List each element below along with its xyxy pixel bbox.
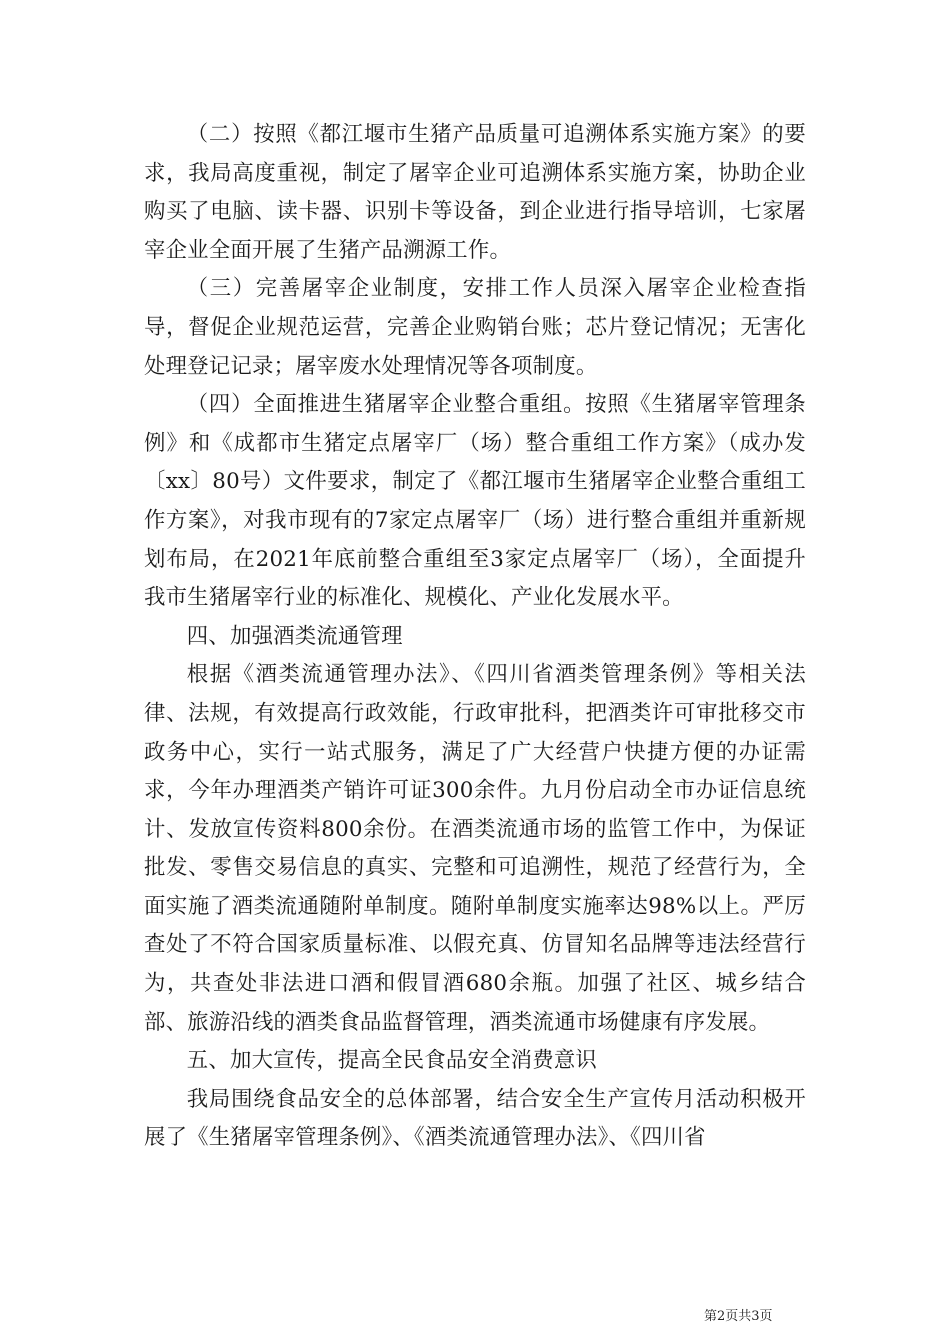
page-number: 第2页共3页 [704, 1309, 773, 1324]
section-heading-publicity: 五、加大宣传，提高全民食品安全消费意识 [186, 1048, 598, 1074]
paragraph-traceability: （二）按照《都江堰市生猪产品质量可追溯体系实施方案》的要求，我局高度重视，制定了屠宰企业可追溯体系实施方案，协助企业购买了电脑、读卡器、识别卡等设备，到企业进行指导培训，七家屠宰企业全面开展了生猪产品溯源工作。 [144, 122, 806, 263]
paragraph-publicity: 我局围绕食品安全的总体部署，结合安全生产宣传月活动积极开展了《生猪屠宰管理条例》、《酒类流通管理办法》、《四川省 [144, 1086, 806, 1151]
paragraph-restructuring: （四）全面推进生猪屠宰企业整合重组。按照《生猪屠宰管理条例》和《成都市生猪定点屠宰厂（场）整合重组工作方案》（成办发〔xx〕80号）文件要求，制定了《都江堰市生猪屠宰企业整合重组工作方案》，对我市现有的7家定点屠宰厂（场）进行整合重组并重新规划布局，在2021年底前整合重组至3家定点屠宰厂（场），全面提升我市生猪屠宰行业的标准化、规模化、产业化发展水平。 [144, 392, 806, 611]
paragraph-slaughter-system: （三）完善屠宰企业制度，安排工作人员深入屠宰企业检查指导，督促企业规范运营，完善企业购销台账；芯片登记情况；无害化处理登记记录；屠宰废水处理情况等各项制度。 [144, 276, 806, 379]
document-body [144, 116, 806, 1158]
paragraph-liquor-management: 根据《酒类流通管理办法》、《四川省酒类管理条例》等相关法律、法规，有效提高行政效能，行政审批科，把酒类许可审批移交市政务中心，实行一站式服务，满足了广大经营户快捷方便的办证需求，今年办理酒类产销许可证300余件。九月份启动全市办证信息统计、发放宣传资料800余份。在酒类流通市场的监管工作中，为保证批发、零售交易信息的真实、完整和可追溯性，规范了经营行为，全面实施了酒类流通随附单制度。随附单制度实施率达98%以上。严厉查处了不符合国家质量标准、以假充真、仿冒知名品牌等违法经营行为，共查处非法进口酒和假冒酒680余瓶。加强了社区、城乡结合部、旅游沿线的酒类食品监督管理，酒类流通市场健康有序发展。 [144, 662, 806, 1035]
section-heading-liquor: 四、加强酒类流通管理 [186, 623, 403, 649]
